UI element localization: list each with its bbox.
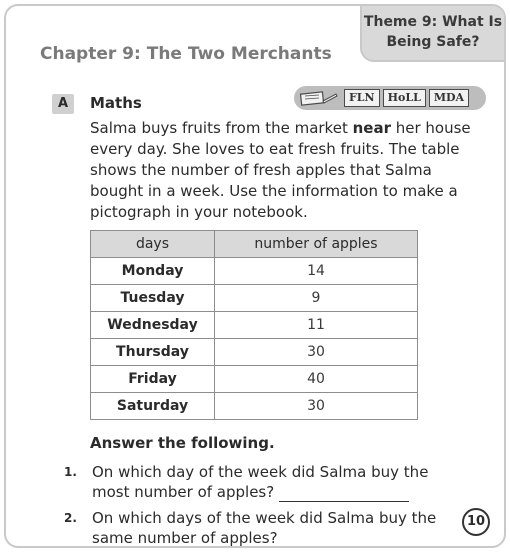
cell-apples: 9 (215, 285, 418, 312)
paragraph-part-2: her house every day. She loves to eat fresh fruits. The table shows the number of fresh apples that Salma bought in a week. Use the information to make a pictograph in your notebook. (90, 119, 471, 221)
workbook-page (4, 4, 506, 548)
theme-line-1: Theme 9: What Is (363, 14, 503, 30)
paragraph-bold-word: near (352, 119, 391, 137)
chapter-title: Chapter 9: The Two Merchants (40, 44, 332, 64)
table-row (91, 393, 418, 420)
table-header-row (91, 231, 418, 258)
header-apples: number of apples (215, 231, 418, 258)
table-row (91, 312, 418, 339)
cell-apples: 30 (215, 339, 418, 366)
paragraph-part-1: Salma buys fruits from the market (90, 119, 353, 137)
badge-mda: MDA (429, 89, 469, 107)
badge-holl: HoLL (383, 89, 426, 107)
cell-apples: 14 (215, 258, 418, 285)
theme-label (360, 4, 506, 62)
cell-day: Monday (91, 258, 215, 285)
cell-day: Thursday (91, 339, 215, 366)
cell-day: Tuesday (91, 285, 215, 312)
question-number: 1. (64, 465, 77, 479)
theme-line-2: Being Safe? (386, 34, 480, 50)
skill-badges (294, 86, 486, 110)
page-number: 10 (462, 508, 490, 536)
cell-day: Saturday (91, 393, 215, 420)
table-row (91, 285, 418, 312)
question-text-block (92, 462, 464, 502)
badge-fln: FLN (344, 89, 380, 107)
question-number: 2. (64, 511, 77, 525)
notebook-pencil-icon (297, 89, 341, 107)
answer-blank[interactable] (282, 534, 412, 548)
header-days: days (91, 231, 215, 258)
apples-table (90, 230, 418, 420)
cell-apples: 30 (215, 393, 418, 420)
section-title: Maths (90, 94, 142, 112)
problem-paragraph (90, 118, 482, 223)
section-letter: A (52, 94, 74, 114)
cell-apples: 11 (215, 312, 418, 339)
question-text: On which days of the week did Salma buy the same number of apples? (92, 509, 437, 547)
question-text-block (92, 508, 464, 548)
answer-heading: Answer the following. (90, 434, 275, 452)
cell-apples: 40 (215, 366, 418, 393)
table-row (91, 366, 418, 393)
cell-day: Friday (91, 366, 215, 393)
table-row (91, 339, 418, 366)
question-text: On which day of the week did Salma buy the most number of apples? (92, 463, 429, 501)
table-row (91, 258, 418, 285)
answer-blank[interactable] (279, 488, 409, 502)
cell-day: Wednesday (91, 312, 215, 339)
